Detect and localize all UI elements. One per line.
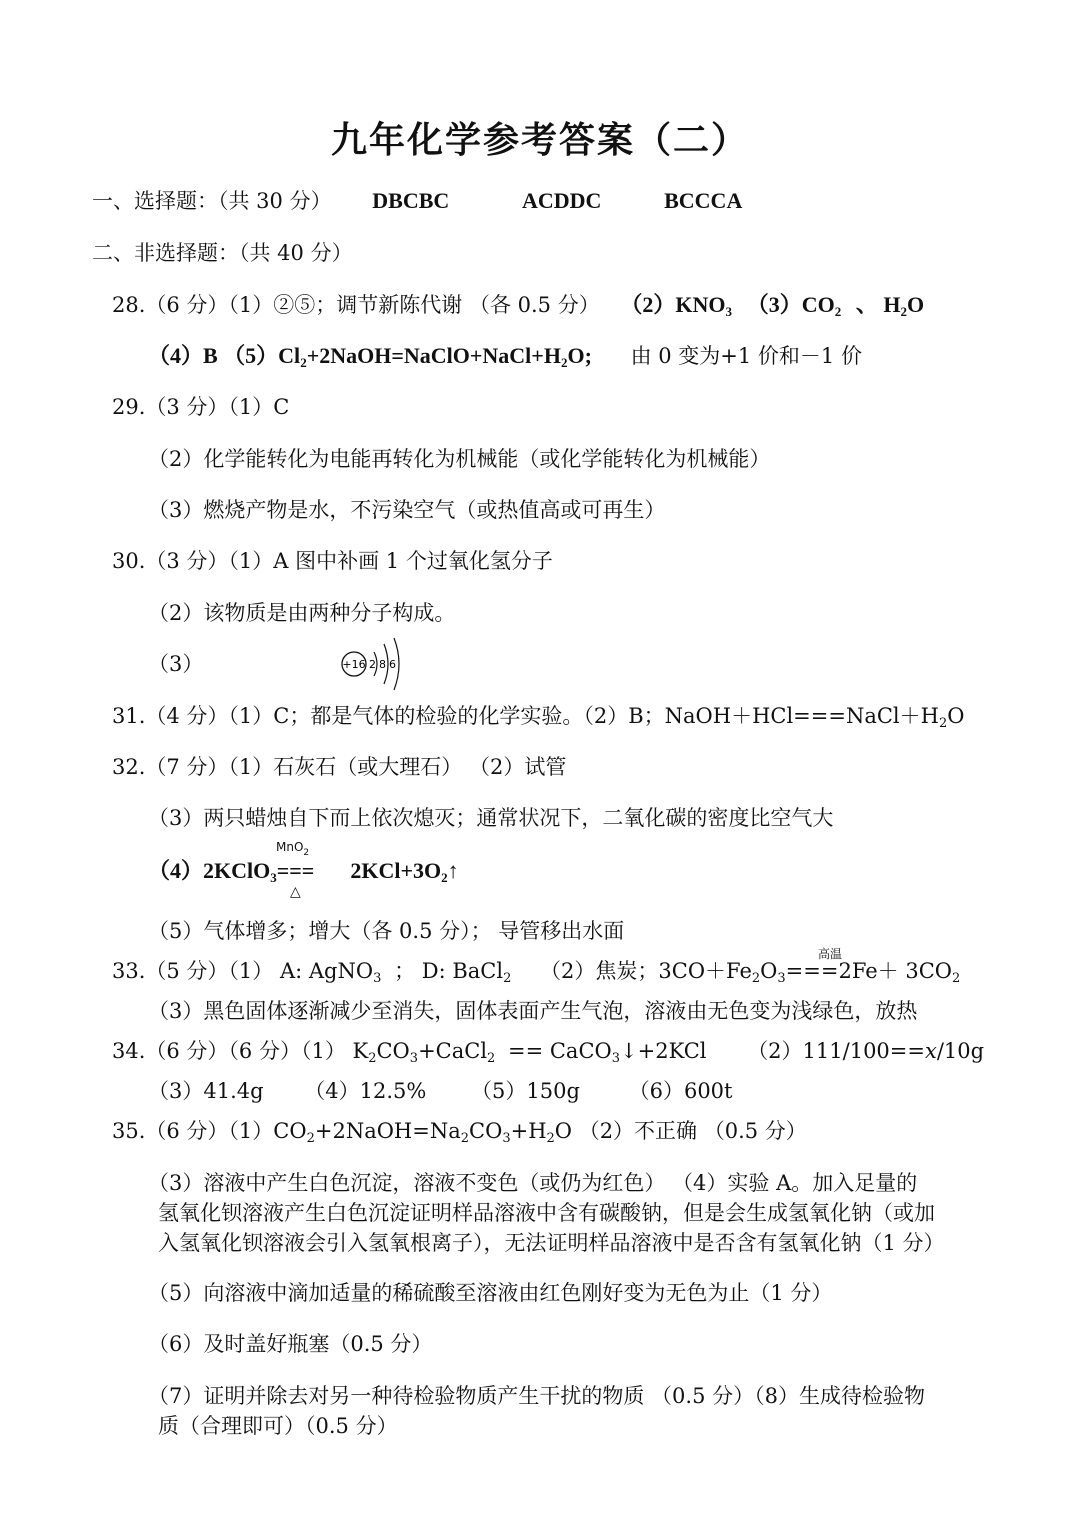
q34-equation: 34.（6 分）（6 分）（1） K	[112, 1039, 369, 1063]
q32-catalyst: MnO$_2$	[276, 840, 310, 858]
q35-line5: （5）向溶液中滴加适量的稀硫酸至溶液由红色刚好变为无色为止（1 分）	[148, 1281, 833, 1305]
page-title: 九年化学参考答案（二）	[330, 120, 749, 161]
q34-line2	[148, 1078, 732, 1104]
q31-line1: 31.（4 分）（1）C；都是气体的检验的化学实验。（2）B；$NaOH+HCl===NaCl+H_2O$	[112, 704, 965, 731]
q35-line4: 入氢氧化钡溶液会引入氢氧根离子），无法证明样品溶液中是否含有氢氧化钠（1 分）	[158, 1231, 945, 1255]
q33-condition: 高温	[818, 947, 843, 961]
q35-line8: 质（合理即可）（0.5 分）	[158, 1414, 398, 1438]
q33-line1: 33.（5 分）（1） A: AgNO$_3$ ； D: BaCl$_2$ （2）焦炭；$3CO+Fe_2O_3===2Fe+ 3CO_2$	[112, 959, 961, 986]
section1-line	[92, 188, 742, 214]
q33-part-a: 33.（5 分）（1） A: AgNO	[112, 959, 374, 983]
q28-h2o: 、 $H_2O$	[855, 292, 925, 319]
q35-line6: （6）及时盖好瓶塞（0.5 分）	[148, 1332, 433, 1356]
q28-kno3: $(2)KNO_3$	[620, 292, 733, 319]
q31-text: 31.（4 分）（1）C；都是气体的检验的化学实验。（2）B；NaOH＋HCl===NaCl＋H	[112, 704, 939, 728]
q29-line2: （2）化学能转化为电能再转化为机械能（或化学能转化为机械能）	[148, 447, 771, 471]
q28-co2: $(3)CO_2$	[746, 292, 842, 319]
q30-line2: （2）该物质是由两种分子构成。	[148, 601, 456, 625]
q28-equation: （4）B $(5)Cl_2+2NaOH=NaClO+NaCl+H_2O$;	[148, 343, 592, 370]
mc-answers-1: DBCBC	[372, 188, 450, 213]
q33-equation: （2）焦炭；3CO＋Fe	[540, 959, 752, 983]
electron-counts: 286	[369, 658, 399, 671]
q28-valence: 由 0 变为+1 价和－1 价	[630, 344, 862, 368]
q32-line2: （3）两只蜡烛自下而上依次熄灭；通常状况下，二氧化碳的密度比空气大	[148, 806, 834, 830]
q35-line3: 氢氧化钡溶液产生白色沉淀证明样品溶液中含有碳酸钠，但是会生成氢氧化钠（或加	[158, 1201, 935, 1225]
q32-equation: （4）2KClO$_3$=== $2KCl+3O_2↑$	[148, 858, 459, 885]
q34-answer-5: （5）150g	[471, 1079, 580, 1103]
q33-line2: （3）黑色固体逐渐减少至消失，固体表面产生气泡，溶液由无色变为浅绿色，放热	[148, 999, 918, 1023]
section1-label: 一、选择题：（共 30 分）	[92, 189, 332, 213]
q35-line1: 35.（6 分）$(1)CO_2+2NaOH=Na_2CO_3+H_2O$ （2）不正确 （0.5 分）	[112, 1119, 807, 1146]
q28-line1	[112, 292, 924, 318]
mc-answers-3: BCCCA	[664, 188, 743, 213]
q32-line3	[148, 858, 459, 884]
q34-answer-3: （3）41.4g	[148, 1079, 264, 1103]
q35-line7: （7）证明并除去对另一种待检验物质产生干扰的物质 （0.5 分）（8）生成待检验物	[148, 1384, 925, 1408]
q30-line3: （3）	[148, 652, 204, 676]
q28-line2	[148, 343, 862, 369]
mc-answers-2: ACDDC	[521, 188, 602, 213]
q28-part1: 28.（6 分）（1）②⑤；调节新陈代谢 （各 0.5 分）	[112, 293, 600, 317]
nucleus-charge: +16	[342, 658, 366, 671]
q34-answer-4: （4）12.5%	[304, 1079, 427, 1103]
q35-line2: （3）溶液中产生白色沉淀，溶液不变色（或仍为红色） （4）实验 A。加入足量的	[148, 1171, 918, 1195]
q30-line1: 30.（3 分）（1）A 图中补画 1 个过氧化氢分子	[112, 549, 553, 573]
q34-line1: 34.（6 分）（6 分）（1） $K_2CO_3+CaCl_2$ == CaCO$_3$↓+2KCl （2）111/100==x/10g	[112, 1039, 985, 1066]
q32-line4: （5）气体增多；增大（各 0.5 分）； 导管移出水面	[148, 919, 625, 943]
q35-equation: 35.（6 分）（1）CO	[112, 1119, 307, 1143]
q29-line1: 29.（3 分）（1）C	[112, 395, 290, 419]
q34-answer-6: （6）600t	[628, 1079, 733, 1103]
atom-structure-svg	[338, 632, 418, 696]
q33-part-d: ； D: BaCl	[394, 959, 504, 983]
section2-label: 二、非选择题：（共 40 分）	[92, 241, 353, 265]
q29-line3: （3）燃烧产物是水，不污染空气（或热值高或可再生）	[148, 498, 666, 522]
sulfur-atom-structure-diagram	[338, 632, 418, 696]
q32-heat-symbol: △	[290, 884, 301, 900]
q34-ratio: （2）111/100==	[747, 1039, 925, 1063]
q32-line1: 32.（7 分）（1）石灰石（或大理石） （2）试管	[112, 755, 567, 779]
